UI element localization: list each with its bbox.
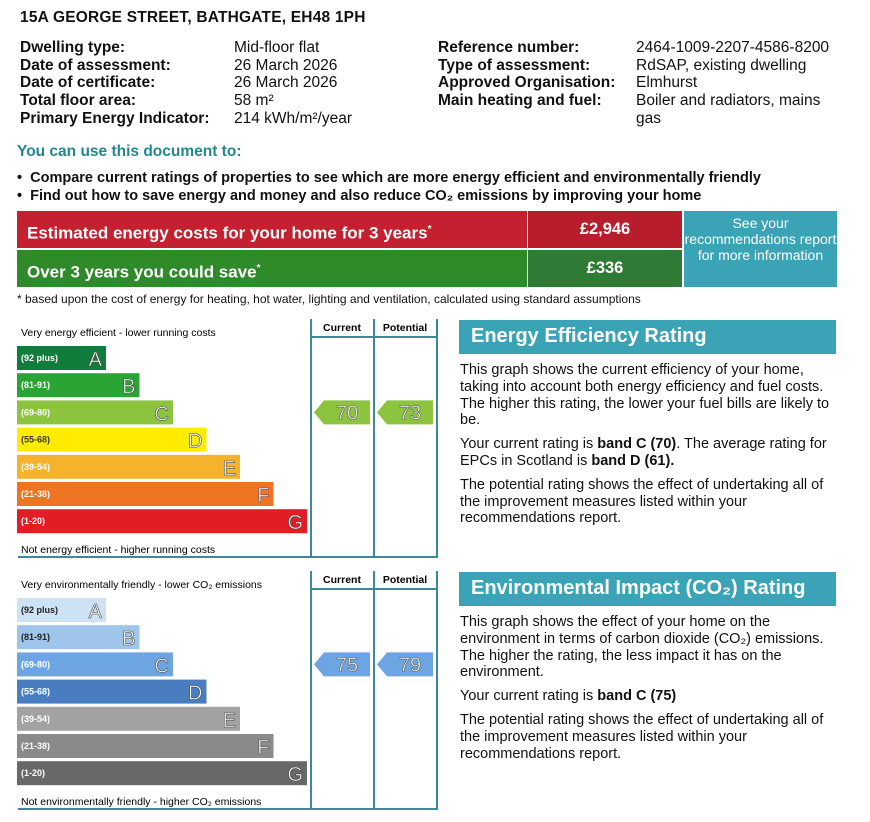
eer-band-letter: D	[188, 430, 203, 453]
eir-band-letter: F	[257, 737, 270, 759]
eir-top-caption: Very environmentally friendly - lower CO₂ emissions	[21, 579, 262, 591]
eir-band-letter: G	[287, 764, 303, 787]
savings-value: £336	[528, 250, 682, 287]
eer-band-letter: G	[287, 512, 303, 535]
use-document-heading: You can use this document to:	[17, 143, 242, 160]
use-bullet-1: • Compare current ratings of properties to see which are more energy efficient and environmentally friendly	[17, 170, 761, 186]
eir-panel-text	[460, 614, 835, 769]
eer-band-letter: C	[154, 403, 169, 426]
dwelling-type-label: Dwelling type:	[20, 39, 126, 56]
reference-number-value: 2464-1009-2207-4586-8200	[636, 39, 830, 56]
estimated-costs-value: £2,946	[528, 211, 682, 248]
primary-energy-label: Primary Energy Indicator:	[20, 110, 210, 127]
environmental-impact-chart	[0, 570, 445, 812]
eer-potential-value: 73	[398, 402, 422, 425]
eir-band-f	[17, 734, 274, 758]
eer-band-range: (39-54)	[21, 461, 51, 472]
approved-organisation-value: Elmhurst	[636, 74, 698, 91]
assessment-type-value: RdSAP, existing dwelling	[636, 57, 807, 74]
use-document-list	[17, 170, 761, 205]
eir-band-range: (81-91)	[21, 632, 51, 643]
eir-band-g	[17, 761, 307, 785]
see-recommendations-box: See your recommendations report for more information	[684, 211, 837, 287]
cost-footnote: * based upon the cost of energy for heating, hot water, lighting and ventilation, calculated using standard assumptions	[17, 292, 641, 306]
eir-panel-title: Environmental Impact (CO₂) Rating	[459, 572, 836, 606]
eir-current-value: 75	[335, 654, 359, 677]
eir-band-range: (39-54)	[21, 713, 51, 724]
heating-fuel-value: Boiler and radiators, mains gas	[636, 92, 821, 127]
property-address: 15A GEORGE STREET, BATHGATE, EH48 1PH	[20, 9, 366, 26]
eir-band-letter: C	[154, 655, 169, 678]
eir-current-band: band C (75)	[597, 688, 677, 705]
floor-area-value: 58 m²	[234, 92, 274, 109]
eer-band-range: (1-20)	[21, 516, 46, 527]
heating-fuel-label: Main heating and fuel:	[438, 92, 602, 109]
use-bullet-2: • Find out how to save energy and money and also reduce CO₂ emissions by improving your home	[17, 187, 702, 204]
floor-area-label: Total floor area:	[20, 92, 136, 109]
eer-band-letter: E	[222, 457, 236, 480]
eer-band-range: (21-38)	[21, 489, 51, 499]
assessment-date-value: 26 March 2026	[234, 57, 338, 74]
assessment-date-label: Date of assessment:	[20, 57, 171, 74]
eer-panel-text	[460, 362, 835, 534]
primary-energy-value: 214 kWh/m²/year	[234, 110, 353, 127]
eer-band-range: (69-80)	[21, 407, 51, 418]
eer-band-letter: F	[257, 485, 270, 507]
eir-band-e	[17, 707, 240, 731]
eer-band-range: (55-68)	[21, 434, 51, 445]
eer-band-e	[17, 455, 240, 479]
eer-current-header: Current	[323, 322, 361, 334]
eir-band-letter: B	[122, 628, 136, 651]
eir-band-range: (92 plus)	[21, 605, 59, 615]
eer-band-range: (81-91)	[21, 380, 51, 391]
eir-bands	[17, 598, 307, 786]
eir-paragraph-1: This graph shows the effect of your home on the environment in terms of carbon dioxide (CO₂) emissions. The higher the rating, the less impact it has on the environment.	[460, 614, 824, 681]
eer-paragraph-3: The potential rating shows the effect of undertaking all of the improvement measures listed within your recommendations report.	[460, 476, 824, 527]
eir-band-letter: A	[88, 601, 102, 623]
approved-organisation-label: Approved Organisation:	[438, 74, 616, 91]
eir-bottom-caption: Not environmentally friendly - higher CO₂ emissions	[21, 796, 262, 808]
eer-paragraph-1: This graph shows the current efficiency of your home, taking into account both energy efficiency and fuel costs. The higher this rating, the lower your fuel bills are likely to be.	[460, 362, 830, 429]
eer-band-letter: A	[88, 349, 102, 371]
eer-paragraph-2: Your current rating is band C (70). The average rating for EPCs in Scotland is band D (61).	[460, 436, 827, 469]
eer-current-value: 70	[335, 402, 359, 425]
eer-band-f	[17, 482, 274, 506]
eir-band-range: (69-80)	[21, 659, 51, 670]
eer-potential-header: Potential	[382, 322, 428, 334]
eir-band-range: (21-38)	[21, 741, 51, 751]
eir-band-range: (1-20)	[21, 768, 46, 779]
eir-paragraph-3: The potential rating shows the effect of undertaking all of the improvement measures listed within your recommendations report.	[460, 711, 824, 762]
eer-panel-title: Energy Efficiency Rating	[459, 320, 836, 354]
eer-band-letter: B	[122, 376, 136, 399]
eer-bands	[17, 346, 307, 534]
eir-band-letter: D	[188, 682, 203, 705]
assessment-type-label: Type of assessment:	[438, 57, 591, 74]
energy-efficiency-chart	[0, 318, 445, 560]
eir-potential-value: 79	[398, 654, 422, 677]
eir-current-header: Current	[323, 574, 361, 586]
eer-current-band: band C (70)	[597, 436, 677, 453]
eer-band-g	[17, 509, 307, 533]
eir-band-letter: E	[222, 709, 236, 732]
eir-potential-header: Potential	[382, 574, 428, 586]
savings-bar: Over 3 years you could save*	[17, 250, 527, 287]
eer-bottom-caption: Not energy efficient - higher running costs	[21, 544, 216, 556]
certificate-date-value: 26 March 2026	[234, 74, 338, 91]
eir-band-range: (55-68)	[21, 686, 51, 697]
estimated-costs-bar: Estimated energy costs for your home for 3 years*	[17, 211, 527, 248]
dwelling-type-value: Mid-floor flat	[234, 39, 320, 56]
reference-number-label: Reference number:	[438, 39, 580, 56]
eir-paragraph-2: Your current rating is band C (75)	[460, 688, 677, 705]
certificate-date-label: Date of certificate:	[20, 74, 156, 91]
eer-average-band: band D (61).	[591, 452, 675, 469]
eer-band-range: (92 plus)	[21, 353, 59, 363]
eer-top-caption: Very energy efficient - lower running costs	[21, 327, 216, 339]
